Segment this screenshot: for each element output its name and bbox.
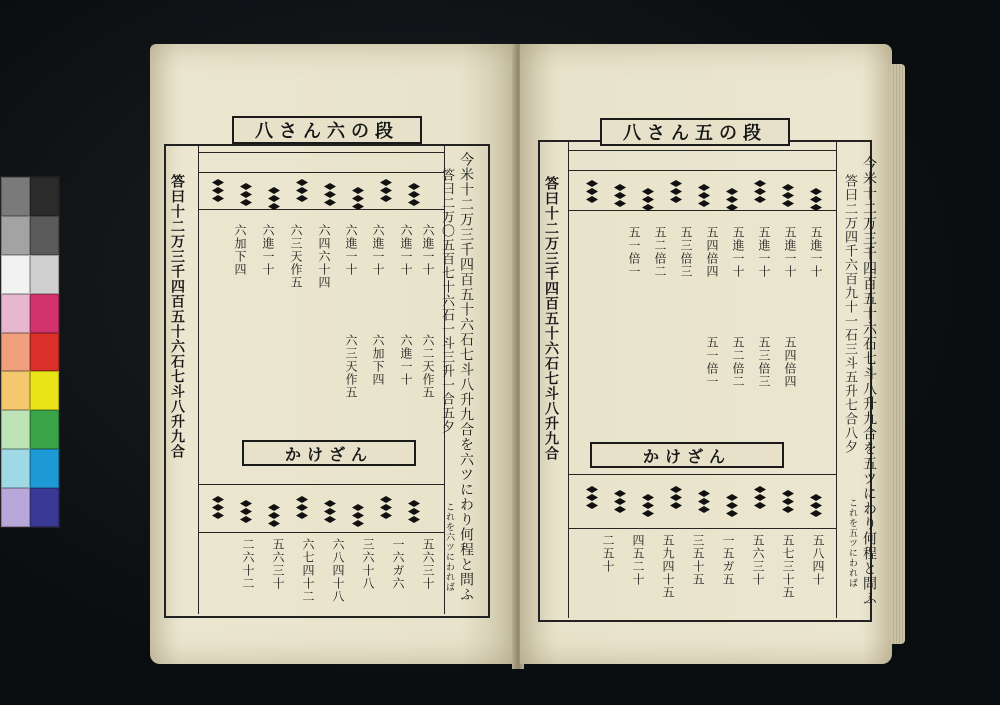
left-sub-col-3: 六加下四	[371, 334, 385, 386]
color-calibration-chart	[0, 176, 60, 528]
color-patch	[1, 216, 30, 255]
right-col-3: 五進一十	[757, 226, 771, 278]
color-patch	[30, 333, 59, 372]
kakezan-row: 五六三十	[271, 538, 285, 590]
right-sub-col-2: 五三倍三	[757, 336, 771, 388]
kakezan-row: 一六ガ六	[391, 538, 405, 590]
left-sub-col-1: 六二天作五	[421, 334, 435, 399]
right-kakezan-title: かけざん	[590, 442, 784, 468]
color-patch	[1, 255, 30, 294]
kakezan-row: 五九四十五	[661, 534, 675, 599]
rule	[568, 140, 569, 618]
rule	[198, 152, 444, 153]
right-col-5: 五四倍四	[705, 226, 719, 278]
rule	[198, 209, 444, 210]
rule	[568, 170, 836, 171]
left-sub-col-2: 六進一十	[399, 334, 413, 386]
right-note-text: これを五ツにわれば	[847, 498, 857, 588]
right-col-8: 五一倍一	[627, 226, 641, 278]
right-col-2: 五進一十	[783, 226, 797, 278]
kakezan-row: 六八四十八	[331, 538, 345, 603]
left-col-7: 六進一十	[261, 224, 275, 276]
kakezan-row: 一五ガ五	[721, 534, 735, 586]
right-col-4: 五進一十	[731, 226, 745, 278]
rule	[198, 532, 444, 533]
right-col-1: 五進一十	[809, 226, 823, 278]
kakezan-row: 二五十	[601, 534, 615, 573]
color-patch	[30, 449, 59, 488]
right-answer-long: 答曰十二万三千四百五十六石七斗八升九合	[543, 176, 559, 461]
rule	[568, 528, 836, 529]
color-patch	[1, 449, 30, 488]
color-patch	[1, 488, 30, 527]
right-problem-text: 今米十二万三千四百五十六石七斗八升九合を五ツにわり何程と問ふ	[861, 156, 877, 606]
rule	[836, 140, 837, 618]
kakezan-row: 三五十五	[691, 534, 705, 586]
right-answer-text: 答曰二万四千六百九十一石三斗五升七合八夕	[842, 174, 857, 454]
color-patch	[1, 333, 30, 372]
kakezan-row: 五七三十五	[781, 534, 795, 599]
rule	[198, 172, 444, 173]
left-col-8: 六加下四	[233, 224, 247, 276]
right-page	[520, 44, 892, 664]
color-patch	[1, 410, 30, 449]
kakezan-row: 六七四十二	[301, 538, 315, 603]
right-sub-col-3: 五二倍二	[731, 336, 745, 388]
rule	[444, 144, 445, 614]
kakezan-row: 三六十八	[361, 538, 375, 590]
color-patch	[30, 177, 59, 216]
left-col-3: 六進一十	[371, 224, 385, 276]
kakezan-row: 五六三十	[421, 538, 435, 590]
kakezan-row: 四五二十	[631, 534, 645, 586]
kakezan-row: 五八四十	[811, 534, 825, 586]
right-sub-col-1: 五四倍四	[783, 336, 797, 388]
left-col-2: 六進一十	[399, 224, 413, 276]
color-patch	[1, 371, 30, 410]
rule	[198, 484, 444, 485]
left-note-text: これを六ツにわれば	[444, 502, 454, 592]
kakezan-row: 二六十二	[241, 538, 255, 590]
left-col-6: 六三天作五	[289, 224, 303, 289]
open-book	[150, 44, 895, 669]
color-patch	[30, 410, 59, 449]
color-patch	[30, 255, 59, 294]
left-page-title: 八さん六の段	[232, 116, 422, 144]
right-col-6: 五三倍三	[679, 226, 693, 278]
left-col-4: 六進一十	[344, 224, 358, 276]
left-kakezan-title: かけざん	[242, 440, 416, 466]
color-patch	[30, 294, 59, 333]
right-page-title: 八さん五の段	[600, 118, 790, 146]
left-page	[150, 44, 515, 664]
color-patch	[1, 294, 30, 333]
left-problem-text: 今米十二万三千四百五十六石七斗八升九合を六ツにわり何程と問ふ	[458, 152, 474, 602]
kakezan-row: 五六三十	[751, 534, 765, 586]
color-patch	[30, 488, 59, 527]
rule	[568, 150, 836, 151]
left-col-1: 六進一十	[421, 224, 435, 276]
page-edges	[891, 64, 905, 644]
right-col-7: 五二倍二	[653, 226, 667, 278]
rule	[568, 474, 836, 475]
left-col-5: 六四六十四	[317, 224, 331, 289]
color-patch	[1, 177, 30, 216]
left-answer-long: 答曰十二万三千四百五十六石七斗八升九合	[169, 174, 185, 459]
right-sub-col-4: 五一倍一	[705, 336, 719, 388]
color-patch	[30, 216, 59, 255]
left-answer-text: 答曰二万〇五百七十六石一斗三升一合五夕	[439, 168, 454, 434]
rule	[198, 144, 199, 614]
color-patch	[30, 371, 59, 410]
left-sub-col-4: 六三天作五	[344, 334, 358, 399]
rule	[568, 210, 836, 211]
